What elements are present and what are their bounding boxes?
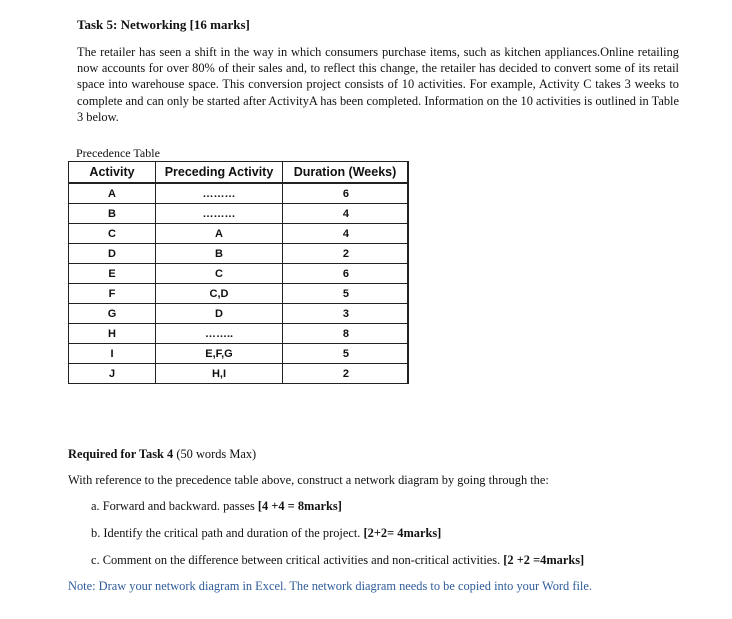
- precedence-table: [68, 161, 409, 384]
- required-heading: [68, 447, 256, 462]
- task-title: [77, 17, 250, 33]
- cell-preceding: B: [156, 244, 283, 264]
- required-item-a: [91, 499, 342, 514]
- cell-duration: 5: [283, 344, 409, 364]
- required-item-marks: [2+2= 4marks]: [363, 526, 442, 540]
- cell-activity: A: [69, 183, 156, 204]
- table-row: [69, 264, 409, 284]
- required-item-b: [91, 526, 441, 541]
- required-word-limit: (50 words Max): [176, 447, 257, 461]
- required-item-marks: [2 +2 =4marks]: [503, 553, 585, 567]
- cell-duration: 5: [283, 284, 409, 304]
- cell-preceding: E,F,G: [156, 344, 283, 364]
- required-item-text: c. Comment on the difference between critical activities and non-critical activities.: [91, 553, 501, 567]
- cell-duration: 4: [283, 204, 409, 224]
- cell-preceding: C: [156, 264, 283, 284]
- table-row: [69, 344, 409, 364]
- cell-activity: E: [69, 264, 156, 284]
- cell-duration: 3: [283, 304, 409, 324]
- cell-activity: I: [69, 344, 156, 364]
- required-item-marks: [4 +4 = 8marks]: [257, 499, 342, 513]
- cell-activity: J: [69, 364, 156, 384]
- table-row: [69, 304, 409, 324]
- cell-preceding: ………: [156, 183, 283, 204]
- cell-preceding: H,I: [156, 364, 283, 384]
- cell-preceding: ………: [156, 204, 283, 224]
- cell-activity: H: [69, 324, 156, 344]
- required-item-c: [91, 553, 584, 568]
- table-row: [69, 204, 409, 224]
- cell-activity: B: [69, 204, 156, 224]
- cell-preceding: ……..: [156, 324, 283, 344]
- table-row: [69, 183, 409, 204]
- table-header-row: [69, 162, 409, 184]
- cell-activity: C: [69, 224, 156, 244]
- cell-activity: F: [69, 284, 156, 304]
- header-duration: Duration (Weeks): [283, 162, 409, 184]
- table-row: [69, 284, 409, 304]
- cell-duration: 8: [283, 324, 409, 344]
- table-row: [69, 224, 409, 244]
- intro-paragraph: The retailer has seen a shift in the way in which consumers purchase items, such as kitchen appliances.Online retailing now accounts for over 80% of their sales and, to reflect this change, the retailer has decided to convert some of its retail space into warehouse space. This conversion project consists of 10 activities. For example, Activity C takes 3 weeks to complete and can only be started after ActivityA has been completed. Information on the 10 activities is outlined in Table 3 below.: [77, 45, 679, 124]
- required-title: Required for Task 4: [68, 447, 174, 461]
- cell-duration: 2: [283, 244, 409, 264]
- task-title-text: Task 5: Networking: [77, 17, 187, 32]
- cell-preceding: D: [156, 304, 283, 324]
- required-item-text: b. Identify the critical path and duration of the project.: [91, 526, 361, 540]
- table-row: [69, 244, 409, 264]
- table-row: [69, 364, 409, 384]
- cell-duration: 2: [283, 364, 409, 384]
- cell-preceding: C,D: [156, 284, 283, 304]
- required-item-text: a. Forward and backward. passes: [91, 499, 255, 513]
- header-activity: Activity: [69, 162, 156, 184]
- header-preceding-activity: Preceding Activity: [156, 162, 283, 184]
- task-marks: [16 marks]: [189, 17, 250, 32]
- cell-preceding: A: [156, 224, 283, 244]
- cell-activity: D: [69, 244, 156, 264]
- cell-duration: 6: [283, 264, 409, 284]
- table-row: [69, 324, 409, 344]
- cell-duration: 4: [283, 224, 409, 244]
- cell-duration: 6: [283, 183, 409, 204]
- required-intro: With reference to the precedence table above, construct a network diagram by going through the:: [68, 473, 549, 487]
- cell-activity: G: [69, 304, 156, 324]
- table-caption: Precedence Table: [76, 146, 160, 160]
- note-text: Note: Draw your network diagram in Excel. The network diagram needs to be copied into your Word file.: [68, 579, 592, 593]
